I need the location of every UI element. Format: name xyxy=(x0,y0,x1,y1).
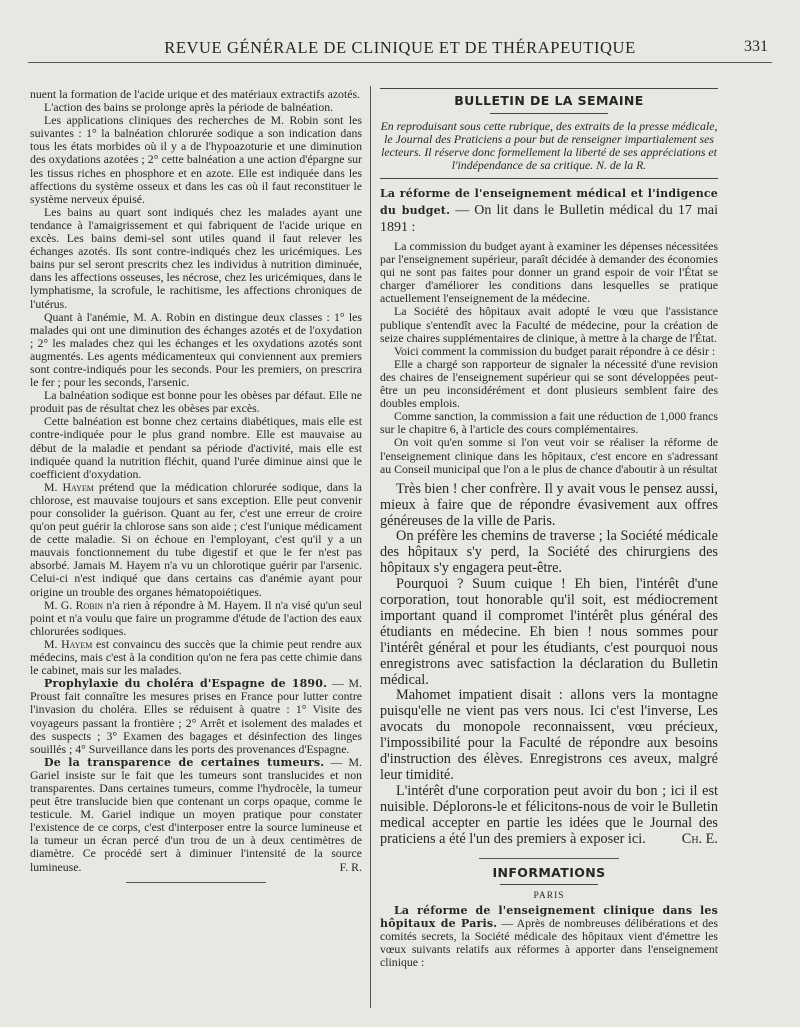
location-heading: PARIS xyxy=(533,890,565,901)
page-number: 331 xyxy=(744,38,768,55)
quoted-paragraph: Voici comment la commission du budget parait répondre à ce désir : xyxy=(394,343,716,358)
rule xyxy=(490,113,608,114)
paragraph: De la transparence de certaines tumeurs. — M. Gariel insiste sur le fait que les tumeurs sont translucides et non transparentes. Dans certaines tumeurs, comme l'hydrocèle, la tumeur peut être translucide bien que contenant un corps opaque, comme le testicule. M. Gariel indique un moyen pratique pour constater l'existence de ce corps, c'est d'interposer entre la source lumineuse et la tumeur un écran percé d'un trou de un à deux centimètres de diamètre. Ce procédé sert à diminuer l'intensité de la source lumineuse. F. R. xyxy=(30,754,362,874)
paragraph: Pourquoi ? Suum cuique ! Eh bien, l'intérêt d'une corporation, tout honorable qu'il soit, est médiocrement important quand il compromet l'intérêt plus général des étudiants en médecine. Eh bien ! nous sommes pour l'intérêt général et pour les étudiants, c'est pourquoi nous enregistrons avec satisfaction la déclaration du Bulletin médical. xyxy=(380,576,718,688)
author-signature: F. R. xyxy=(339,859,362,874)
article-heading-line: La réforme de l'enseignement médical et l'indigence du budget. — On lit dans le Bulletin médical du 17 mai 1891 : xyxy=(380,187,718,235)
paragraph: Les bains au quart sont indiqués chez les malades ayant une tendance à l'amaigrissement et qui fabriquent de l'acide urique en excès. Les bains demi-sel sont utiles quand il faut relever les échanges azotés. Ils sont contre-indiqués chez les uricémiques. Les bains pur sel seront prescrits chez les individus à nutrition diminuée, dans les affections osseuses, les nécrose, chez les uricémiques, dans le lymphatisme, la scrofule, le rachitisme, les affections chroniques de l'utérus. xyxy=(30,204,362,311)
section-heading: De la transparence de certaines tumeurs. xyxy=(44,755,325,769)
paragraph: M. G. Robin n'a rien à répondre à M. Hayem. Il n'a visé qu'un seul point et n'a voulu que faire un programme d'étude de l'action des eaux chlorurées sodiques. xyxy=(30,597,362,638)
paragraph: L'action des bains se prolonge après la période de balnéation. xyxy=(44,100,334,115)
rule xyxy=(380,178,718,179)
information-item xyxy=(380,904,718,969)
author-signature: Ch. E. xyxy=(681,830,718,847)
section-heading: Prophylaxie du choléra d'Espagne de 1890. xyxy=(44,677,328,691)
commentary xyxy=(380,482,718,848)
paragraph: L'intérêt d'une corporation peut avoir du bon ; ici il est nuisible. Déplorons-le et félicitons-nous de voir le Bulletin medical accepter en partie les idées que le Journal des praticiens a été l'un des premiers à exposer ici. Ch. E. xyxy=(380,782,718,847)
article xyxy=(380,185,718,476)
article-heading: La réforme de l'enseignement médical et l'indigence du budget. xyxy=(380,187,718,217)
paragraph: Prophylaxie du choléra d'Espagne de 1890. — M. Proust fait connaître les mesures prises en France pour lutter contre l'invasion du choléra. Elles se réduisent à quatre : 1° Visite des voyageurs passant la frontière ; 2° Arrêt et isolement des malades et des suspects ; 3° Examen des bagages et désinfection des linges souillés ; 4° Surveillance dans les ports des provenances d'Espagne. xyxy=(30,676,362,756)
speaker-name: M. Hayem xyxy=(44,636,93,651)
paragraph: La balnéation sodique est bonne pour les obèses par défaut. Elle ne produit pas de résultat chez les obèses par excès. xyxy=(30,388,362,416)
editorial-note: En reproduisant sous cette rubrique, des extraits de la presse médicale, le Journal des Praticiens a pour but de renseigner impartialement ses lecteurs. Il réserve donc formellement la liberté de ses appréciations et l'indépendance de sa critique. N. de la R. xyxy=(380,119,718,172)
right-column xyxy=(380,88,718,969)
informations-title: INFORMATIONS xyxy=(492,864,606,880)
quoted-paragraph: La Société des hôpitaux avait adopté le vœu que l'assistance publique s'entendît avec la Faculté de médecine, pour la création de seize chaires supplémentaires de clinique, à mettre à la charge de l'État. xyxy=(380,304,718,345)
quoted-paragraph: Comme sanction, la commission a fait une réduction de 1,000 francs sur le chapitre 6, à l'article des cours complémentaires. xyxy=(380,409,718,437)
bulletin-title: BULLETIN DE LA SEMAINE xyxy=(454,93,644,108)
paragraph: Mahomet impatient disait : allons vers la montagne puisqu'elle ne vient pas vers nous. Ici c'est l'inverse, Les avocats du monopole reconnaissent, vœu précieux, l'impossibilité pour la Faculté de répondre aux besoins d'instruction des élèves. Enregistrons ces aveux, malgré leur timidité. xyxy=(380,687,718,783)
speaker-name: M. Hayem xyxy=(44,479,94,494)
running-header xyxy=(28,34,772,63)
speaker-name: M. G. Robin xyxy=(44,597,104,612)
paragraph: nuent la formation de l'acide urique et des matériaux extractifs azotés. xyxy=(30,88,361,101)
rule xyxy=(500,884,598,885)
journal-title: REVUE GÉNÉRALE DE CLINIQUE ET DE THÉRAPEUTIQUE xyxy=(164,38,636,57)
column-divider xyxy=(370,86,371,1008)
quoted-paragraph: Elle a chargé son rapporteur de signaler la nécessité d'une revision des chaires de l'enseignement supérieur qui se sont développées peut-être un peu inconsidérément et dont plusieurs semblent faire des doubles emplois. xyxy=(380,356,718,411)
quoted-paragraph: La commission du budget ayant à examiner les dépenses nécessitées par l'enseignement supérieur, paraît décidée à demander des économies qui ne sont pas faites pour donner un grand espoir de voir l'État se charger d'améliorer les conditions dans lesquelles se pratique actuellement l'enseignement de la médecine. xyxy=(380,239,718,306)
paragraph: On préfère les chemins de traverse ; la Société médicale des hôpitaux s'y perd, la Société des chirurgiens des hôpitaux s'y engagera peut-être. xyxy=(380,528,718,577)
paragraph: Les applications cliniques des recherches de M. Robin sont les suivantes : 1° la balnéation chlorurée sodique a son indication dans tous les états morbides où il y a de l'hypoazoturie et une diminution des oxydations azotées ; 2° cette balnéation a une action d'épargne sur les tissus riches en phosphore et en azote. Elle est indiquée dans les affections du système osseux et dans les cas où il faut reconstituer le système nerveux épuisé. xyxy=(30,113,362,206)
paragraph: Cette balnéation est bonne chez certains diabétiques, mais elle est contre-indiquée pour le plus grand nombre. Elle est mauvaise au début de la maladie et pendant sa période d'activité, mais elle est indiquée quand la nutrition fléchit, quand l'urée diminue ainsi que le coefficient d'oxydation. xyxy=(30,414,362,481)
rule xyxy=(380,88,718,89)
paragraph: M. Hayem est convaincu des succès que la chimie peut rendre aux médecins, mais c'est à la condition qu'on ne fera pas cette chimie dans le cabinet, mais sur les malades. xyxy=(30,636,362,678)
section-separator xyxy=(126,882,266,883)
section-heading: La réforme de l'enseignement clinique dans les hôpitaux de Paris. xyxy=(380,903,718,930)
paragraph: Quant à l'anémie, M. A. Robin en distingue deux classes : 1° les malades qui ont une diminution des échanges azotés et de l'oxydation ; 2° les malades chez qui les échanges et les oxydations azotés sont augmentés. Les agents médicamenteux qui conviennent aux premiers sont contre-indiqués pour les seconds. Pour les premiers, on prescrira le fer ; pour les seconds, l'arsenic. xyxy=(30,309,362,390)
paragraph: Très bien ! cher confrère. Il y avait vous le pensez aussi, mieux à faire que de répondre évasivement aux offres généreuses de la ville de Paris. xyxy=(380,480,718,529)
paragraph: La réforme de l'enseignement clinique dans les hôpitaux de Paris. — Après de nombreuses délibérations et des comités secrets, la Société médicale des hôpitaux vient d'émettre les vœux suivants relatifs aux réformes à apporter dans l'enseignement clinique : xyxy=(380,903,718,969)
paragraph: M. Hayem prétend que la médication chlorurée sodique, dans la chlorose, est mauvaise toujours et sans exception. Elle peut convenir pour consolider la guérison. Quant au fer, c'est une erreur de croire qu'on peut guérir la chlorose sans son aide ; c'est l'unique médicament de cette maladie. Si on échoue en l'employant, c'est qu'il y a un mauvais fonctionnement du tube digestif et que le fer n'est pas absorbé. Jamais M. Hayem n'a vu un chlorotique guérir par l'arsenic. Celui-ci n'est indiqué que dans certains cas d'anémie ayant pour origine un trouble des organes hématopoiétiques. xyxy=(30,479,362,599)
quoted-paragraph: On voit qu'en somme si l'on veut voir se réaliser la réforme de l'enseignement clinique dans les hôpitaux, c'est encore en s'adressant au Conseil municipal que l'on a le plus de chance d'aboutir à un résultat xyxy=(380,435,718,476)
left-column xyxy=(30,88,362,883)
section-separator xyxy=(479,858,619,859)
